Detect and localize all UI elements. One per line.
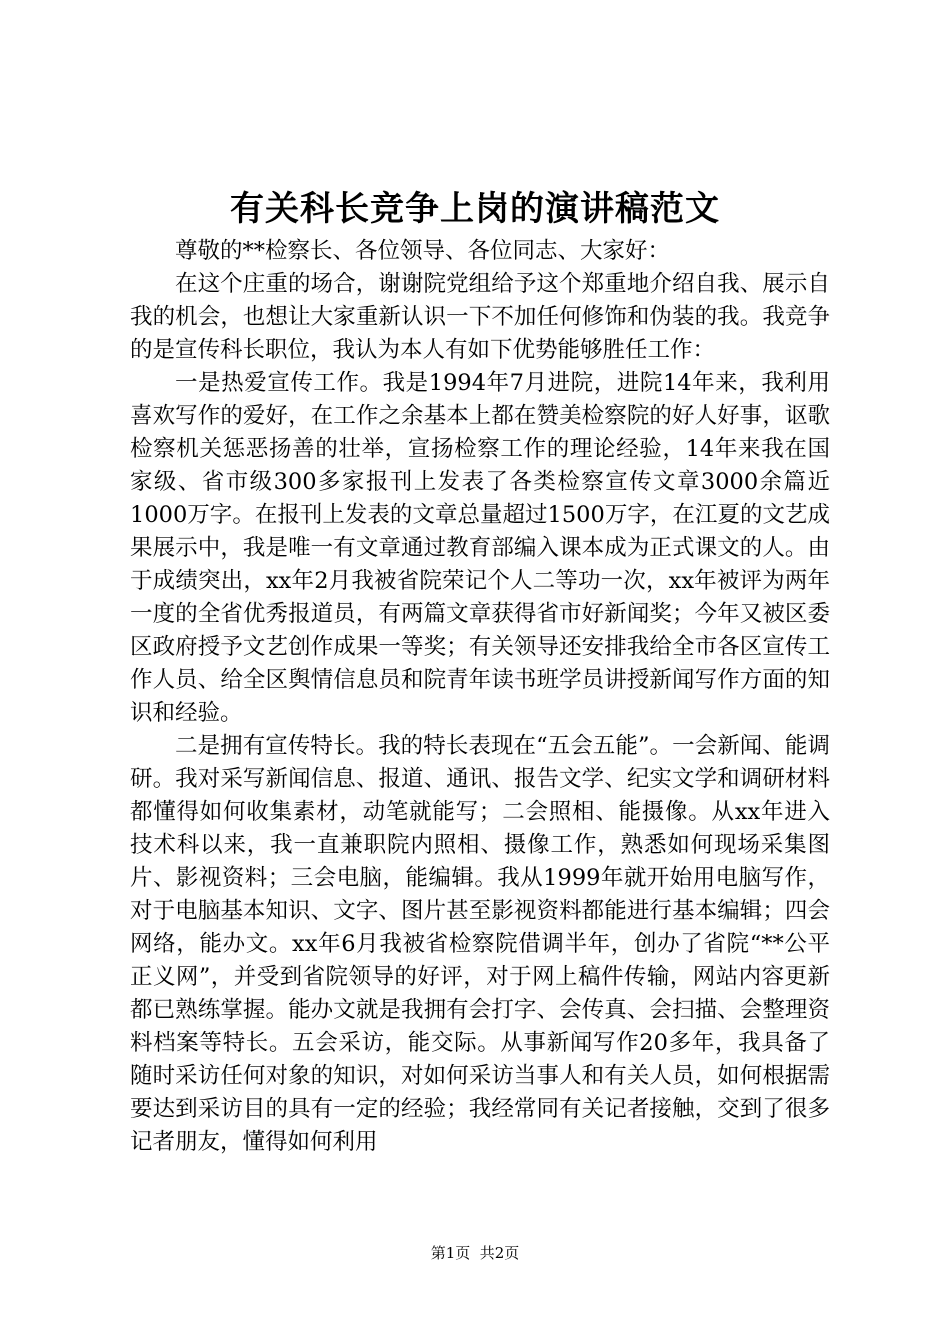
body-paragraph: 一是热爱宣传工作。我是1994年7月进院，进院14年来，我利用喜欢写作的爱好，在工作之余基本上都在赞美检察院的好人好事，讴歌检察机关惩恶扬善的壮举，宣扬检察工作的理论经验，14年来我在国家级、省市级300多家报刊上发表了各类检察宣传文章3000余篇近1000万字。在报刊上发表的文章总量超过1500万字，在江夏的文艺成果展示中，我是唯一有文章通过教育部编入课本成为正式课文的人。由于成绩突出，xx年2月我被省院荣记个人二等功一次，xx年被评为两年一度的全省优秀报道员，有两篇文章获得省市好新闻奖；今年又被区委区政府授予文艺创作成果一等奖；有关领导还安排我给全市各区宣传工作人员、给全区舆情信息员和院青年读书班学员讲授新闻写作方面的知识和经验。 [130,370,830,726]
body-paragraph: 二是拥有宣传特长。我的特长表现在“五会五能”。一会新闻、能调研。我对采写新闻信息、报道、通讯、报告文学、纪实文学和调研材料都懂得如何收集素材，动笔就能写；二会照相、能摄像。从xx年进入技术科以来，我一直兼职院内照相、摄像工作，熟悉如何现场采集图片、影视资料；三会电脑，能编辑。我从1999年就开始用电脑写作，对于电脑基本知识、文字、图片甚至影视资料都能进行基本编辑；四会网络，能办文。xx年6月我被省检察院借调半年，创办了省院“**公平正义网”，并受到省院领导的好评，对于网上稿件传输，网站内容更新都已熟练掌握。能办文就是我拥有会打字、会传真、会扫描、会整理资料档案等特长。五会采访，能交际。从事新闻写作20多年，我具备了随时采访任何对象的知识，对如何采访当事人和有关人员，如何根据需要达到采访目的具有一定的经验；我经常同有关记者接触，交到了很多记者朋友，懂得如何利用 [130,733,830,1155]
page-number-footer: 第1页 共2页 [430,1244,520,1262]
greeting-paragraph: 尊敬的**检察长、各位领导、各位同志、大家好： [175,238,671,264]
document-title: 有关科长竞争上岗的演讲稿范文 [230,189,720,229]
body-paragraph: 在这个庄重的场合，谢谢院党组给予这个郑重地介绍自我、展示自我的机会，也想让大家重新认识一下不加任何修饰和伪装的我。我竞争的是宣传科长职位，我认为本人有如下优势能够胜任工作： [130,271,830,363]
document-body [130,235,830,1159]
